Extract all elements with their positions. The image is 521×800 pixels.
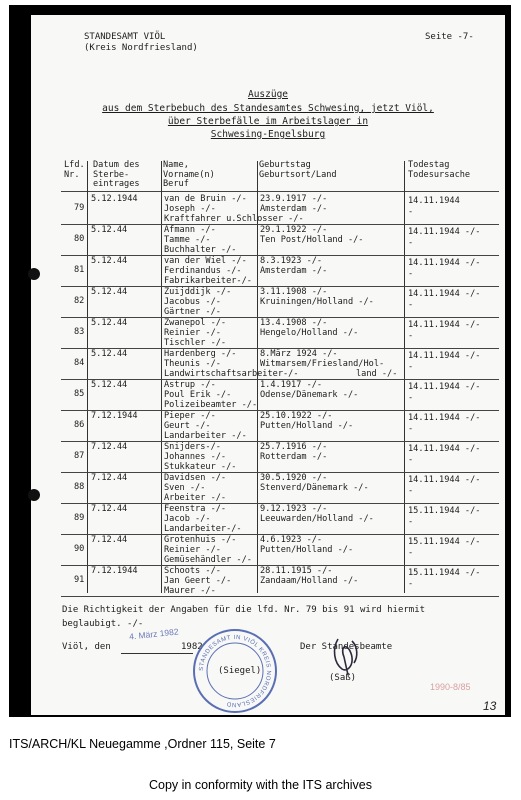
row-entry-date: 7.12.44 bbox=[91, 473, 128, 483]
page-number-mark: 13 bbox=[483, 699, 497, 713]
conformity-note: Copy in conformity with the ITS archives bbox=[149, 778, 372, 792]
row-number: 82 bbox=[74, 296, 85, 306]
row-given-name: Geurt -/- bbox=[164, 421, 211, 431]
row-birth-place: Putten/Holland -/- bbox=[260, 545, 354, 555]
row-surname: Snijders-/- bbox=[164, 442, 221, 452]
row-death-date: 14.11.1944 -/- bbox=[408, 227, 481, 237]
row-surname: Zwanepol -/- bbox=[164, 318, 227, 328]
header-birth-line: Geburtstag bbox=[259, 160, 311, 170]
row-birth-date: 28.11.1915 -/- bbox=[260, 566, 333, 576]
row-given-name: Poul Erik -/- bbox=[164, 390, 232, 400]
row-entry-date: 5.12.1944 bbox=[91, 194, 138, 204]
column-rule bbox=[87, 161, 88, 593]
header-birth-line: Geburtsort/Land bbox=[259, 169, 337, 180]
header-date bbox=[93, 161, 140, 190]
pencil-note: 1990-8/85 bbox=[430, 682, 471, 692]
row-entry-date: 5.12.44 bbox=[91, 256, 128, 266]
row-birth-date: 3.11.1908 -/- bbox=[260, 287, 328, 297]
date-stamp: 4. März 1982 bbox=[128, 626, 180, 642]
row-given-name: Tamme -/- bbox=[164, 235, 211, 245]
row-death-cause: - bbox=[408, 455, 414, 465]
row-surname: Schoots -/- bbox=[164, 566, 221, 576]
row-birth-date: 13.4.1908 -/- bbox=[260, 318, 328, 328]
row-number: 85 bbox=[74, 389, 85, 399]
row-occupation: Landwirtschaftsarbeiter-/- bbox=[164, 369, 299, 379]
row-given-name: Theunis -/- bbox=[164, 359, 221, 369]
row-death-cause: - bbox=[408, 548, 414, 558]
row-surname: Afmann -/- bbox=[164, 225, 216, 235]
row-occupation: Arbeiter -/- bbox=[164, 493, 227, 503]
signature-mark bbox=[328, 633, 364, 679]
row-death-cause: - bbox=[408, 393, 414, 403]
certification-text: Die Richtigkeit der Angaben für die lfd. Nr. 79 bis 91 wird hiermit bbox=[62, 605, 426, 615]
official-title: Der Standesbeamte bbox=[300, 642, 393, 652]
official-seal-stamp bbox=[193, 629, 277, 713]
document-page bbox=[31, 15, 505, 715]
row-number: 87 bbox=[74, 451, 85, 461]
row-surname: Grotenhuis -/- bbox=[164, 535, 237, 545]
row-surname: Astrup -/- bbox=[164, 380, 216, 390]
document-scan-frame bbox=[9, 5, 511, 717]
header-nr bbox=[64, 161, 85, 180]
row-death-date: 14.11.1944 -/- bbox=[408, 351, 481, 361]
row-given-name: Sven -/- bbox=[164, 483, 206, 493]
row-surname: Hardenberg -/- bbox=[164, 349, 237, 359]
row-number: 79 bbox=[74, 203, 85, 213]
row-death-date: 15.11.1944 -/- bbox=[408, 506, 481, 516]
row-death-cause: - bbox=[408, 207, 414, 217]
document-subtitle-3: Schwesing-Engelsburg bbox=[210, 129, 326, 140]
header-death-line: Todestag bbox=[408, 160, 450, 170]
row-number: 91 bbox=[74, 575, 85, 585]
row-number: 83 bbox=[74, 327, 85, 337]
row-occupation: Stukkateur -/- bbox=[164, 462, 237, 472]
row-death-cause: - bbox=[408, 424, 414, 434]
row-entry-date: 5.12.44 bbox=[91, 225, 128, 235]
row-number: 84 bbox=[74, 358, 85, 368]
row-birth-place: Odense/Dänemark -/- bbox=[260, 390, 359, 400]
row-occupation: Fabrikarbeiter-/- bbox=[164, 276, 252, 286]
row-death-date: 15.11.1944 -/- bbox=[408, 537, 481, 547]
header-name-line: Vorname(n) bbox=[163, 169, 215, 180]
row-death-cause: - bbox=[408, 331, 414, 341]
row-birth-date: 8.3.1923 -/- bbox=[260, 256, 323, 266]
document-title: Auszüge bbox=[247, 89, 289, 100]
death-register-table bbox=[31, 15, 505, 615]
office-name: STANDESAMT VIÖL bbox=[84, 32, 166, 42]
row-occupation: Gemüsehändler -/- bbox=[164, 555, 252, 565]
row-birth-date: 25.10.1922 -/- bbox=[260, 411, 333, 421]
row-birth-date: 30.5.1920 -/- bbox=[260, 473, 328, 483]
row-given-name: Reinier -/- bbox=[164, 328, 221, 338]
row-occupation: Gärtner -/- bbox=[164, 307, 221, 317]
row-entry-date: 5.12.44 bbox=[91, 287, 128, 297]
row-birth-place: Hengelo/Holland -/- bbox=[260, 328, 359, 338]
table-header-rule bbox=[61, 191, 499, 192]
header-name-line: Beruf bbox=[163, 179, 189, 190]
row-death-cause: - bbox=[408, 486, 414, 496]
header-date-line: Sterbe- bbox=[93, 169, 130, 180]
row-surname: van der Wiel -/- bbox=[164, 256, 247, 266]
row-entry-date: 7.12.44 bbox=[91, 535, 128, 545]
row-number: 88 bbox=[74, 482, 85, 492]
row-surname: Feenstra -/- bbox=[164, 504, 227, 514]
certification-year: 1982 bbox=[181, 642, 203, 652]
row-entry-date: 7.12.44 bbox=[91, 504, 128, 514]
row-birth-date: 8.März 1924 -/- bbox=[260, 349, 338, 359]
row-occupation: Landarbeiter -/- bbox=[164, 431, 247, 441]
row-entry-date: 5.12.44 bbox=[91, 380, 128, 390]
column-rule bbox=[404, 161, 405, 593]
row-entry-date: 5.12.44 bbox=[91, 349, 128, 359]
row-number: 90 bbox=[74, 544, 85, 554]
row-birth-place: Putten/Holland -/- bbox=[260, 421, 354, 431]
row-death-date: 14.11.1944 -/- bbox=[408, 258, 481, 268]
row-birth-place: Leeuwarden/Holland -/- bbox=[260, 514, 374, 524]
row-occupation: Tischler -/- bbox=[164, 338, 227, 348]
row-birth-place: Rotterdam -/- bbox=[260, 452, 328, 462]
row-number: 86 bbox=[74, 420, 85, 430]
row-given-name: Jacob -/- bbox=[164, 514, 211, 524]
row-birth-date: 1.4.1917 -/- bbox=[260, 380, 323, 390]
row-death-cause: - bbox=[408, 300, 414, 310]
row-birth-place: Zandaam/Holland -/- bbox=[260, 576, 359, 586]
header-name bbox=[163, 161, 215, 190]
row-death-date: 15.11.1944 -/- bbox=[408, 568, 481, 578]
header-nr-line: Lfd. bbox=[64, 160, 85, 170]
row-entry-date: 7.12.1944 bbox=[91, 411, 138, 421]
row-given-name: Johannes -/- bbox=[164, 452, 227, 462]
row-entry-date: 5.12.44 bbox=[91, 318, 128, 328]
row-death-date: 14.11.1944 -/- bbox=[408, 475, 481, 485]
header-death-line: Todesursache bbox=[408, 169, 471, 180]
row-birth-date: 4.6.1923 -/- bbox=[260, 535, 323, 545]
row-number: 80 bbox=[74, 234, 85, 244]
date-underline bbox=[121, 653, 193, 654]
certification-place: Viöl, den bbox=[62, 642, 111, 652]
row-death-cause: - bbox=[408, 517, 414, 527]
signer-name: (Saß) bbox=[329, 673, 357, 683]
certification-text-2: beglaubigt. -/- bbox=[62, 619, 144, 629]
row-death-date: 14.11.1944 bbox=[408, 196, 460, 206]
row-given-name: Joseph -/- bbox=[164, 204, 216, 214]
header-name-line: Name, bbox=[163, 160, 189, 170]
header-date-line: eintrages bbox=[93, 179, 140, 190]
row-birth-place: Stenverd/Dänemark -/- bbox=[260, 483, 369, 493]
header-death bbox=[408, 161, 470, 180]
row-birth-place: Amsterdam -/- bbox=[260, 204, 328, 214]
row-separator bbox=[61, 596, 499, 597]
row-surname: van de Bruin -/- bbox=[164, 194, 247, 204]
row-birth-place: Witmarsem/Friesland/Hol- bbox=[260, 359, 385, 369]
row-birth-date: 29.1.1922 -/- bbox=[260, 225, 328, 235]
row-death-date: 14.11.1944 -/- bbox=[408, 320, 481, 330]
row-given-name: Ferdinandus -/- bbox=[164, 266, 242, 276]
archive-reference: ITS/ARCH/KL Neuegamme ,Ordner 115, Seite 7 bbox=[9, 737, 276, 751]
row-number: 89 bbox=[74, 513, 85, 523]
row-occupation: Buchhalter -/- bbox=[164, 245, 237, 255]
header-date-line: Datum des bbox=[93, 160, 140, 170]
seal-label: (Siegel) bbox=[218, 666, 262, 676]
row-death-date: 14.11.1944 -/- bbox=[408, 444, 481, 454]
row-number: 81 bbox=[74, 265, 85, 275]
document-subtitle-2: über Sterbefälle im Arbeitslager in bbox=[167, 116, 369, 127]
row-occupation: Kraftfahrer u.Schlosser -/- bbox=[164, 214, 304, 224]
row-death-cause: - bbox=[408, 362, 414, 372]
row-death-date: 14.11.1944 -/- bbox=[408, 382, 481, 392]
row-death-date: 14.11.1944 -/- bbox=[408, 289, 481, 299]
row-occupation: Maurer -/- bbox=[164, 586, 216, 596]
row-given-name: Jan Geert -/- bbox=[164, 576, 232, 586]
row-given-name: Reinier -/- bbox=[164, 545, 221, 555]
row-death-cause: - bbox=[408, 238, 414, 248]
row-birth-place: Kruiningen/Holland -/- bbox=[260, 297, 374, 307]
row-surname: Pieper -/- bbox=[164, 411, 216, 421]
document-subtitle-1: aus dem Sterbebuch des Standesamtes Schwesing, jetzt Viöl, bbox=[102, 103, 434, 114]
header-nr-line: Nr. bbox=[64, 169, 80, 180]
row-occupation: Polizeibeamter -/- bbox=[164, 400, 258, 410]
office-district: (Kreis Nordfriesland) bbox=[84, 43, 198, 53]
svg-text:STANDESAMT IN VIÖL KREIS NORDF: STANDESAMT IN VIÖL KREIS NORDFRIESLAND bbox=[198, 634, 272, 708]
row-birth-date: 25.7.1916 -/- bbox=[260, 442, 328, 452]
row-birth-place: Ten Post/Holland -/- bbox=[260, 235, 364, 245]
page-label: Seite -7- bbox=[425, 32, 474, 42]
row-given-name: Jacobus -/- bbox=[164, 297, 221, 307]
row-birth-place: Amsterdam -/- bbox=[260, 266, 328, 276]
seal-ring-icon bbox=[195, 631, 275, 711]
row-death-date: 14.11.1944 -/- bbox=[408, 413, 481, 423]
row-birth-place-cont: land -/- bbox=[356, 369, 398, 379]
row-death-cause: - bbox=[408, 579, 414, 589]
row-surname: Zuijddijk -/- bbox=[164, 287, 232, 297]
row-surname: Davidsen -/- bbox=[164, 473, 227, 483]
row-entry-date: 7.12.1944 bbox=[91, 566, 138, 576]
column-rule bbox=[161, 161, 162, 593]
row-occupation: Landarbeiter-/- bbox=[164, 524, 242, 534]
row-birth-date: 23.9.1917 -/- bbox=[260, 194, 328, 204]
header-birth bbox=[259, 161, 337, 180]
row-birth-date: 9.12.1923 -/- bbox=[260, 504, 328, 514]
row-death-cause: - bbox=[408, 269, 414, 279]
row-entry-date: 7.12.44 bbox=[91, 442, 128, 452]
